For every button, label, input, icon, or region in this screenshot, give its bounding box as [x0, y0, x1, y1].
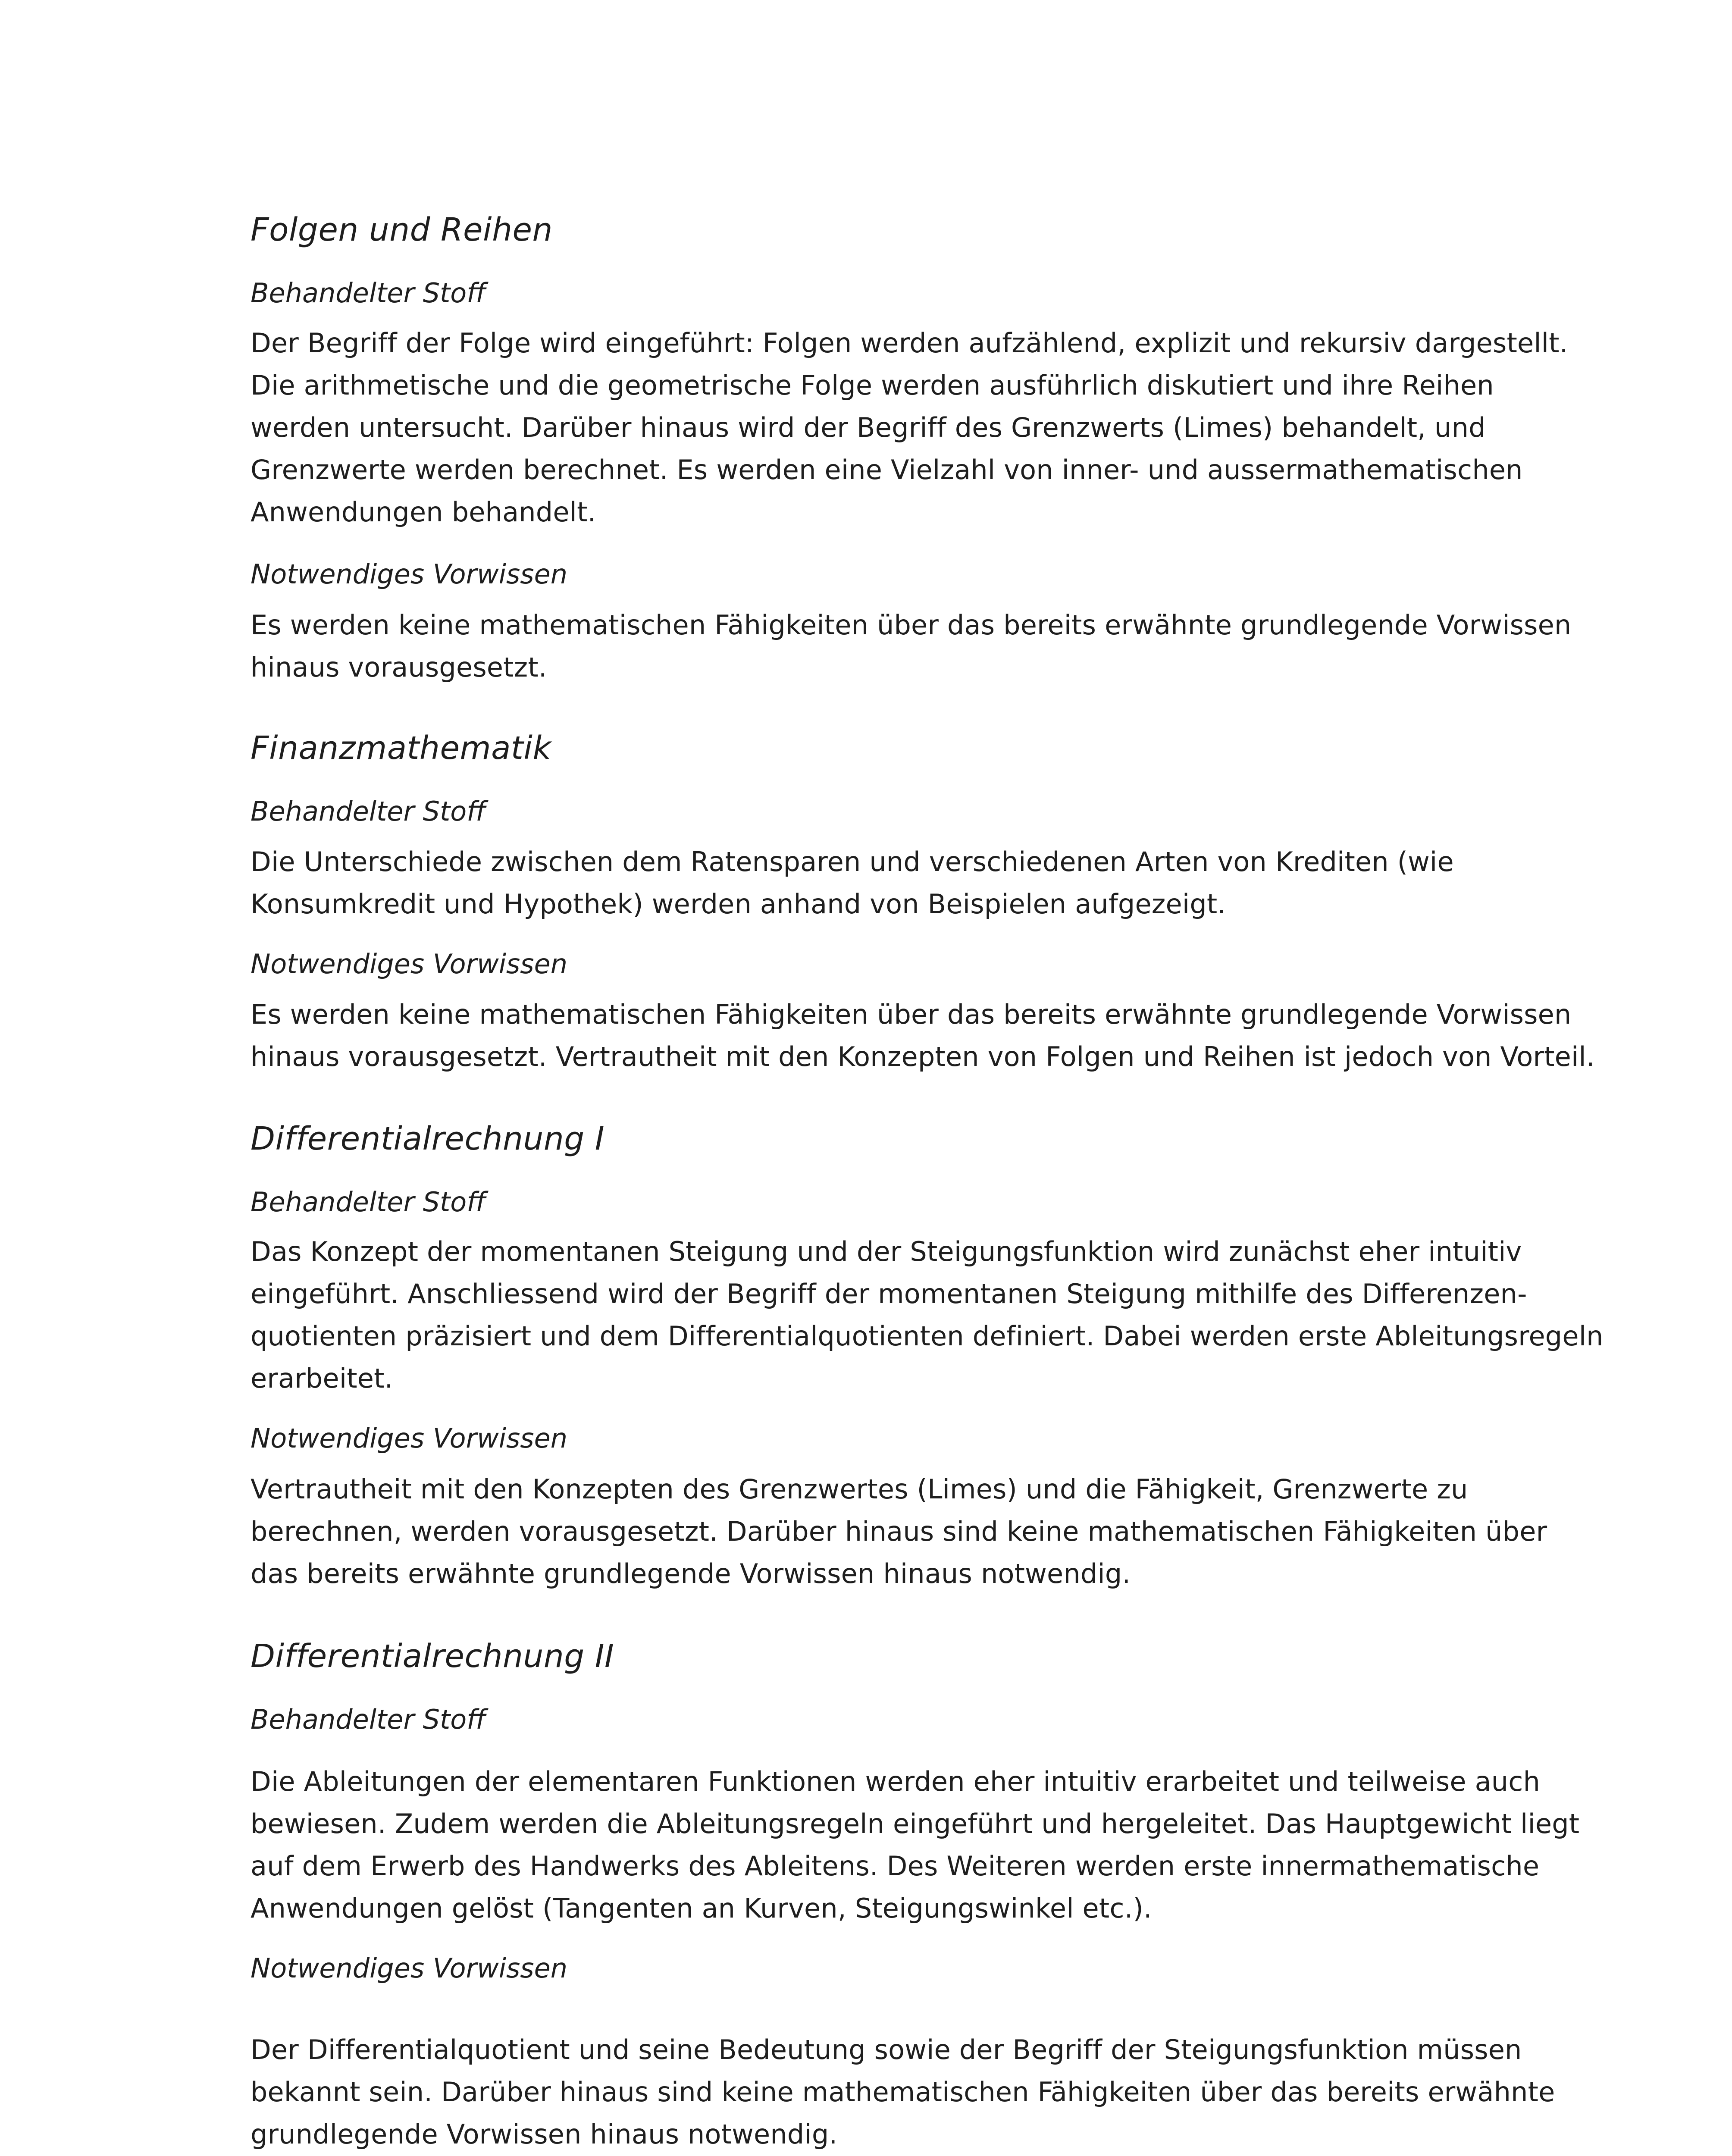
text-line: Die Ableitungen der elementaren Funktionen werden eher intuitiv erarbeitet und teilweise auch	[251, 1766, 1541, 1797]
text-line: hinaus vorausgesetzt. Vertrautheit mit den Konzepten von Folgen und Reihen ist jedoch von Vorteil.	[251, 1041, 1595, 1072]
text-line: eingeführt. Anschliessend wird der Begriff der momentanen Steigung mithilfe des Differenzen-	[251, 1278, 1527, 1310]
text-line: Grenzwerte werden berechnet. Es werden eine Vielzahl von inner- und aussermathematischen	[251, 454, 1523, 486]
section-title-folgen-und-reihen: Folgen und Reihen	[251, 211, 553, 248]
text-line: Anwendungen gelöst (Tangenten an Kurven, Steigungswinkel etc.).	[251, 1893, 1152, 1924]
text-line: erarbeitet.	[251, 1363, 393, 1394]
paragraph-behandelter-stoff	[251, 841, 1587, 925]
paragraph-behandelter-stoff	[251, 322, 1587, 533]
subheading-behandelter-stoff: Behandelter Stoff	[251, 796, 486, 827]
paragraph-behandelter-stoff	[251, 1231, 1604, 1400]
text-line: auf dem Erwerb des Handwerks des Ableitens. Des Weiteren werden erste innermathematische	[251, 1850, 1540, 1882]
text-line: Der Begriff der Folge wird eingeführt: Folgen werden aufzählend, explizit und rekursiv dargestellt.	[251, 327, 1568, 359]
section-title-differentialrechnung-2: Differentialrechnung II	[251, 1638, 614, 1675]
text-line: Es werden keine mathematischen Fähigkeiten über das bereits erwähnte grundlegende Vorwissen	[251, 999, 1572, 1030]
paragraph-notwendiges-vorwissen	[251, 2029, 1587, 2156]
section-title-finanzmathematik: Finanzmathematik	[251, 730, 551, 767]
text-line: Die Unterschiede zwischen dem Ratensparen und verschiedenen Arten von Krediten (wie	[251, 846, 1454, 877]
text-line: das bereits erwähnte grundlegende Vorwissen hinaus notwendig.	[251, 1558, 1131, 1589]
text-line: berechnen, werden vorausgesetzt. Darüber hinaus sind keine mathematischen Fähigkeiten über	[251, 1516, 1547, 1547]
subheading-notwendiges-vorwissen: Notwendiges Vorwissen	[251, 558, 568, 590]
paragraph-notwendiges-vorwissen	[251, 993, 1595, 1078]
subheading-notwendiges-vorwissen: Notwendiges Vorwissen	[251, 1952, 568, 1984]
text-line: hinaus vorausgesetzt.	[251, 652, 547, 683]
text-line: Konsumkredit und Hypothek) werden anhand von Beispielen aufgezeigt.	[251, 888, 1226, 920]
text-line: Der Differentialquotient und seine Bedeutung sowie der Begriff der Steigungsfunktion müssen	[251, 2034, 1522, 2065]
text-line: Das Konzept der momentanen Steigung und der Steigungsfunktion wird zunächst eher intuitiv	[251, 1236, 1522, 1267]
text-line: bewiesen. Zudem werden die Ableitungsregeln eingeführt und hergeleitet. Das Hauptgewicht liegt	[251, 1808, 1580, 1839]
text-line: bekannt sein. Darüber hinaus sind keine mathematischen Fähigkeiten über das bereits erwähnte	[251, 2076, 1555, 2108]
text-line: quotienten präzisiert und dem Differentialquotienten definiert. Dabei werden erste Ableitungsregeln	[251, 1320, 1604, 1352]
paragraph-notwendiges-vorwissen	[251, 604, 1587, 689]
text-line: werden untersucht. Darüber hinaus wird der Begriff des Grenzwerts (Limes) behandelt, und	[251, 412, 1486, 443]
subheading-behandelter-stoff: Behandelter Stoff	[251, 1704, 486, 1735]
subheading-notwendiges-vorwissen: Notwendiges Vorwissen	[251, 948, 568, 980]
section-title-differentialrechnung-1: Differentialrechnung I	[251, 1120, 605, 1157]
text-line: Es werden keine mathematischen Fähigkeiten über das bereits erwähnte grundlegende Vorwissen	[251, 609, 1572, 641]
text-line: grundlegende Vorwissen hinaus notwendig.	[251, 2118, 838, 2150]
text-line: Anwendungen behandelt.	[251, 496, 596, 528]
text-line: Die arithmetische und die geometrische Folge werden ausführlich diskutiert und ihre Reihen	[251, 370, 1494, 401]
subheading-notwendiges-vorwissen: Notwendiges Vorwissen	[251, 1423, 568, 1454]
subheading-behandelter-stoff: Behandelter Stoff	[251, 1186, 486, 1218]
subheading-behandelter-stoff: Behandelter Stoff	[251, 277, 486, 309]
paragraph-notwendiges-vorwissen	[251, 1468, 1587, 1595]
text-line: Vertrautheit mit den Konzepten des Grenzwertes (Limes) und die Fähigkeit, Grenzwerte zu	[251, 1473, 1468, 1505]
paragraph-behandelter-stoff	[251, 1761, 1587, 1930]
